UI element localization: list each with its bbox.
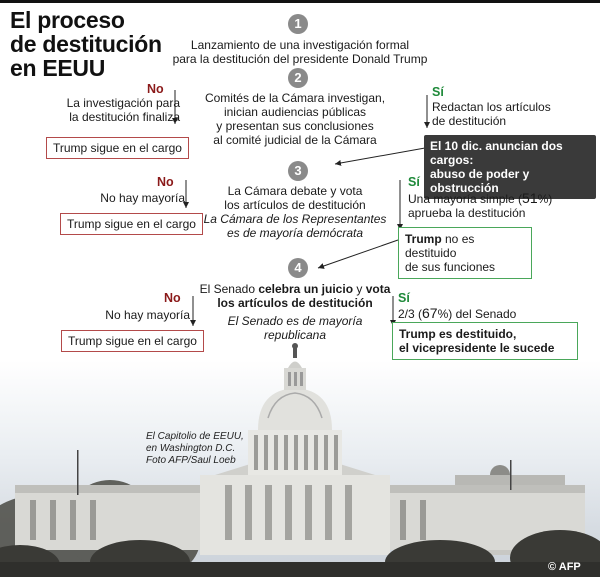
step-4-italic-2: republicana — [263, 328, 327, 342]
photo-caption — [146, 431, 244, 467]
step-2-line-4: al comité judicial de la Cámara — [213, 133, 377, 147]
step-3-si-a: Una mayoría simple ( — [408, 192, 523, 206]
step-4-green-line-1: Trump es destituido, — [399, 327, 517, 341]
step-4-si-c: %) del Senado — [437, 307, 517, 321]
arrow-to-step4 — [318, 240, 398, 268]
step-4-text — [190, 282, 400, 342]
step-2-si-text — [432, 100, 551, 128]
step-4-line-2: los artículos de destitución — [217, 296, 373, 310]
step-3-italic-1: La Cámara de los Representantes — [203, 212, 387, 226]
title-line-2: de destitución — [10, 31, 162, 57]
step-2-si-line-1: Redactan los artículos — [432, 100, 551, 114]
arrow-to-step3 — [335, 148, 425, 164]
step-4-b: celebra un juicio — [258, 282, 354, 296]
step-4-a: El Senado — [199, 282, 259, 296]
step-3-percent: 51 — [522, 190, 538, 206]
step-3-result-green — [398, 227, 532, 279]
step-3-si-text — [408, 191, 552, 220]
step-3-no-text: No hay mayoría — [100, 191, 185, 205]
step-3-italic-2: es de mayoría demócrata — [226, 226, 364, 240]
step-4-badge: 4 — [288, 258, 308, 278]
step-1-text — [160, 38, 440, 66]
step-4-si-text — [398, 306, 516, 321]
step-1-line-2: para la destitución del presidente Donald Trump — [172, 52, 428, 66]
step-4-green-line-2: el vicepresidente le sucede — [399, 341, 555, 355]
step-3-no-label: No — [157, 175, 174, 189]
step-1-badge: 1 — [288, 14, 308, 34]
step-2-no-label: No — [147, 82, 164, 96]
step-3-green-line-1 — [405, 232, 525, 260]
step-4-percent: 67 — [422, 305, 438, 321]
step-2-si-label: Sí — [432, 85, 444, 99]
step-4-si-a: 2/3 ( — [398, 307, 423, 321]
step-4-si-label: Sí — [398, 291, 410, 305]
step-1-line-1: Lanzamiento de una investigación formal — [190, 38, 410, 52]
step-2-no-line-1: La investigación para — [66, 96, 180, 110]
step-3-line-1: La Cámara debate y vota — [227, 184, 363, 198]
charges-announcement-box — [424, 135, 596, 199]
step-3-line-2: los artículos de destitución — [224, 198, 366, 212]
step-4-italic-1: El Senado es de mayoría — [227, 314, 363, 328]
step-2-line-2: inician audiencias públicas — [223, 105, 367, 119]
step-4-line-1 — [190, 282, 400, 296]
charges-line-1: El 10 dic. anuncian dos cargos: — [430, 139, 563, 167]
step-2-line-3: y presentan sus conclusiones — [216, 119, 374, 133]
step-3-text — [195, 184, 395, 240]
step-2-result-box: Trump sigue en el cargo — [46, 137, 189, 159]
step-4-no-text: No hay mayoría — [105, 308, 190, 322]
step-3-green-bold: Trump — [405, 232, 442, 246]
step-4-c: y — [353, 282, 366, 296]
step-4-no-label: No — [164, 291, 181, 305]
caption-line-3: Foto AFP/Saul Loeb — [146, 455, 236, 466]
step-2-badge: 2 — [288, 68, 308, 88]
charges-line-2: abuso de poder y obstrucción — [430, 167, 530, 195]
title-line-3: en EEUU — [10, 55, 106, 81]
step-4-d: vota — [365, 282, 391, 296]
step-3-si-c: %) — [537, 192, 553, 206]
step-2-no-text — [50, 96, 180, 124]
step-2-no-line-2: la destitución finaliza — [69, 110, 180, 124]
step-3-si-line-2: aprueba la destitución — [408, 206, 526, 220]
step-3-green-rest: no es destituido — [405, 232, 475, 260]
step-3-si-label: Sí — [408, 175, 420, 189]
step-3-result-box: Trump sigue en el cargo — [60, 213, 203, 235]
step-4-result-green — [392, 322, 578, 360]
step-2-line-1: Comités de la Cámara investigan, — [204, 91, 386, 105]
caption-line-2: en Washington D.C. — [146, 443, 236, 454]
afp-credit: © AFP — [548, 561, 581, 573]
step-4-result-box: Trump sigue en el cargo — [61, 330, 204, 352]
title-line-1: El proceso — [10, 7, 125, 33]
step-3-badge: 3 — [288, 161, 308, 181]
step-2-text — [195, 91, 395, 147]
step-3-green-line-2: de sus funciones — [405, 260, 496, 274]
caption-line-1: El Capitolio de EEUU, — [146, 431, 244, 442]
step-2-si-line-2: de destitución — [432, 114, 507, 128]
step-3-si-line-1 — [408, 191, 552, 206]
